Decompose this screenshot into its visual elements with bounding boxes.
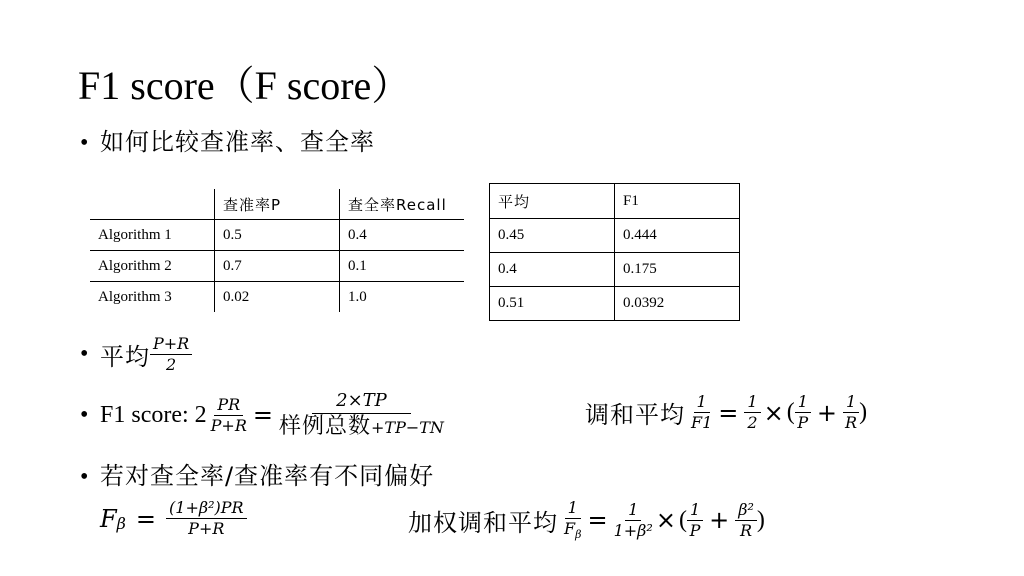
fraction-numerator: 2×TP [312,392,411,414]
fraction-numerator: 1 [694,394,710,413]
inverse-p-fraction [795,394,811,431]
equals-sign: = [252,401,273,429]
left-paren: ( [786,399,795,425]
left-paren: ( [678,506,687,533]
fraction-numerator: 1 [795,394,811,413]
table-cell: 0.7 [215,251,340,282]
table-cell: 0.4 [490,253,615,287]
table-header-row [90,189,464,220]
average-f1-table [489,183,740,321]
table-row [90,282,464,313]
inverse-p-fraction [687,499,703,540]
right-paren: ) [756,506,765,533]
table-row [90,220,464,251]
fraction-denominator [564,519,581,540]
bullet-preference [80,456,434,491]
fraction-numerator: P+R [150,336,192,355]
bullet-dot: • [80,130,89,156]
bullet-dot: • [80,401,89,428]
fraction-numerator: β² [735,502,757,521]
f-symbol: F [564,519,576,538]
table-row [490,287,740,321]
fraction-numerator: 1 [565,500,581,519]
equals-sign: = [587,506,608,535]
table-header-cell: 平均 [490,184,615,219]
bullet-text: 如何比较查准率、查全率 [100,128,375,156]
table-cell: 0.4 [340,220,465,251]
fraction-numerator: (1+β²)PR [166,500,247,519]
average-fraction [150,336,192,373]
f-beta-fraction [166,500,247,537]
plus-sign: + [709,506,730,535]
table-header-cell: 查全率Recall [340,189,465,220]
table-header-cell: 查准率P [215,189,340,220]
harmonic-label: 调和平均 [585,401,685,429]
fraction-numerator: 1 [744,394,760,413]
fraction-denominator: 1+β² [613,520,653,540]
table-header-cell: F1 [615,184,740,219]
f1-fraction [210,394,247,435]
fraction-denominator: 2 [747,413,758,432]
weighted-harmonic-formula [408,500,765,540]
fraction-denominator: P+R [210,415,247,435]
table-header-cell [90,189,215,220]
times-sign: × [655,506,676,535]
precision-recall-table [90,189,464,312]
table-cell: Algorithm 2 [90,251,215,282]
plus-sign: + [816,398,837,427]
fraction-denominator: R [740,520,753,540]
table-cell: Algorithm 1 [90,220,215,251]
fraction-numerator: 1 [625,502,641,521]
table-cell: 0.02 [215,282,340,313]
weighted-label: 加权调和平均 [408,508,558,537]
fraction-numerator: 1 [843,394,859,413]
denominator-cjk: 样例总数 [278,414,371,439]
table-row [490,253,740,287]
bullet-dot: • [80,464,89,490]
f1-count-fraction [279,392,444,438]
bullet-average [80,336,192,373]
bullet-f1-formula [80,392,444,438]
inverse-f-beta-fraction [564,500,581,540]
fraction-denominator: P [689,520,701,540]
fraction-numerator: 1 [687,502,703,521]
bullet-text: 若对查全率/查准率有不同偏好 [100,462,435,490]
table-cell: 0.0392 [615,287,740,321]
equals-sign: = [718,398,739,427]
fraction-denominator: 2 [166,355,177,374]
table-cell: 0.51 [490,287,615,321]
table-header-row [490,184,740,219]
fraction-denominator [279,414,444,438]
f-beta-formula [100,500,247,537]
inverse-r-fraction [843,394,859,431]
beta-subscript: β [575,528,582,542]
table-cell: 0.444 [615,219,740,253]
table-cell: 0.175 [615,253,740,287]
times-sign: × [763,398,784,427]
fraction-numerator: PR [214,397,243,416]
half-fraction [744,394,760,431]
average-label: 平均 [100,343,150,371]
bullet-compare [80,122,375,157]
table-cell: 0.45 [490,219,615,253]
bullet-dot: • [80,341,89,367]
fraction-denominator: F1 [691,413,713,432]
fraction-denominator: P+R [188,519,225,538]
table-row [490,219,740,253]
fraction-denominator: P [797,413,809,432]
slide-title: F1 score（F score） [78,63,412,108]
right-paren: ) [859,399,868,425]
harmonic-lhs-fraction [691,394,712,431]
denominator-tail: +TP−TN [371,418,444,437]
inverse-one-plus-beta-fraction [613,499,653,540]
f-symbol: F [100,504,117,533]
table-cell: 1.0 [340,282,465,313]
beta-subscript: β [116,514,126,533]
harmonic-mean-formula [585,394,867,431]
table-cell: 0.5 [215,220,340,251]
table-row [90,251,464,282]
beta-squared-over-r-fraction [735,499,757,540]
table-cell: 0.1 [340,251,465,282]
equals-sign: = [135,504,157,533]
table-cell: Algorithm 3 [98,288,172,305]
fraction-denominator: R [845,413,858,432]
f1-label: F1 score: 2 [100,401,207,428]
